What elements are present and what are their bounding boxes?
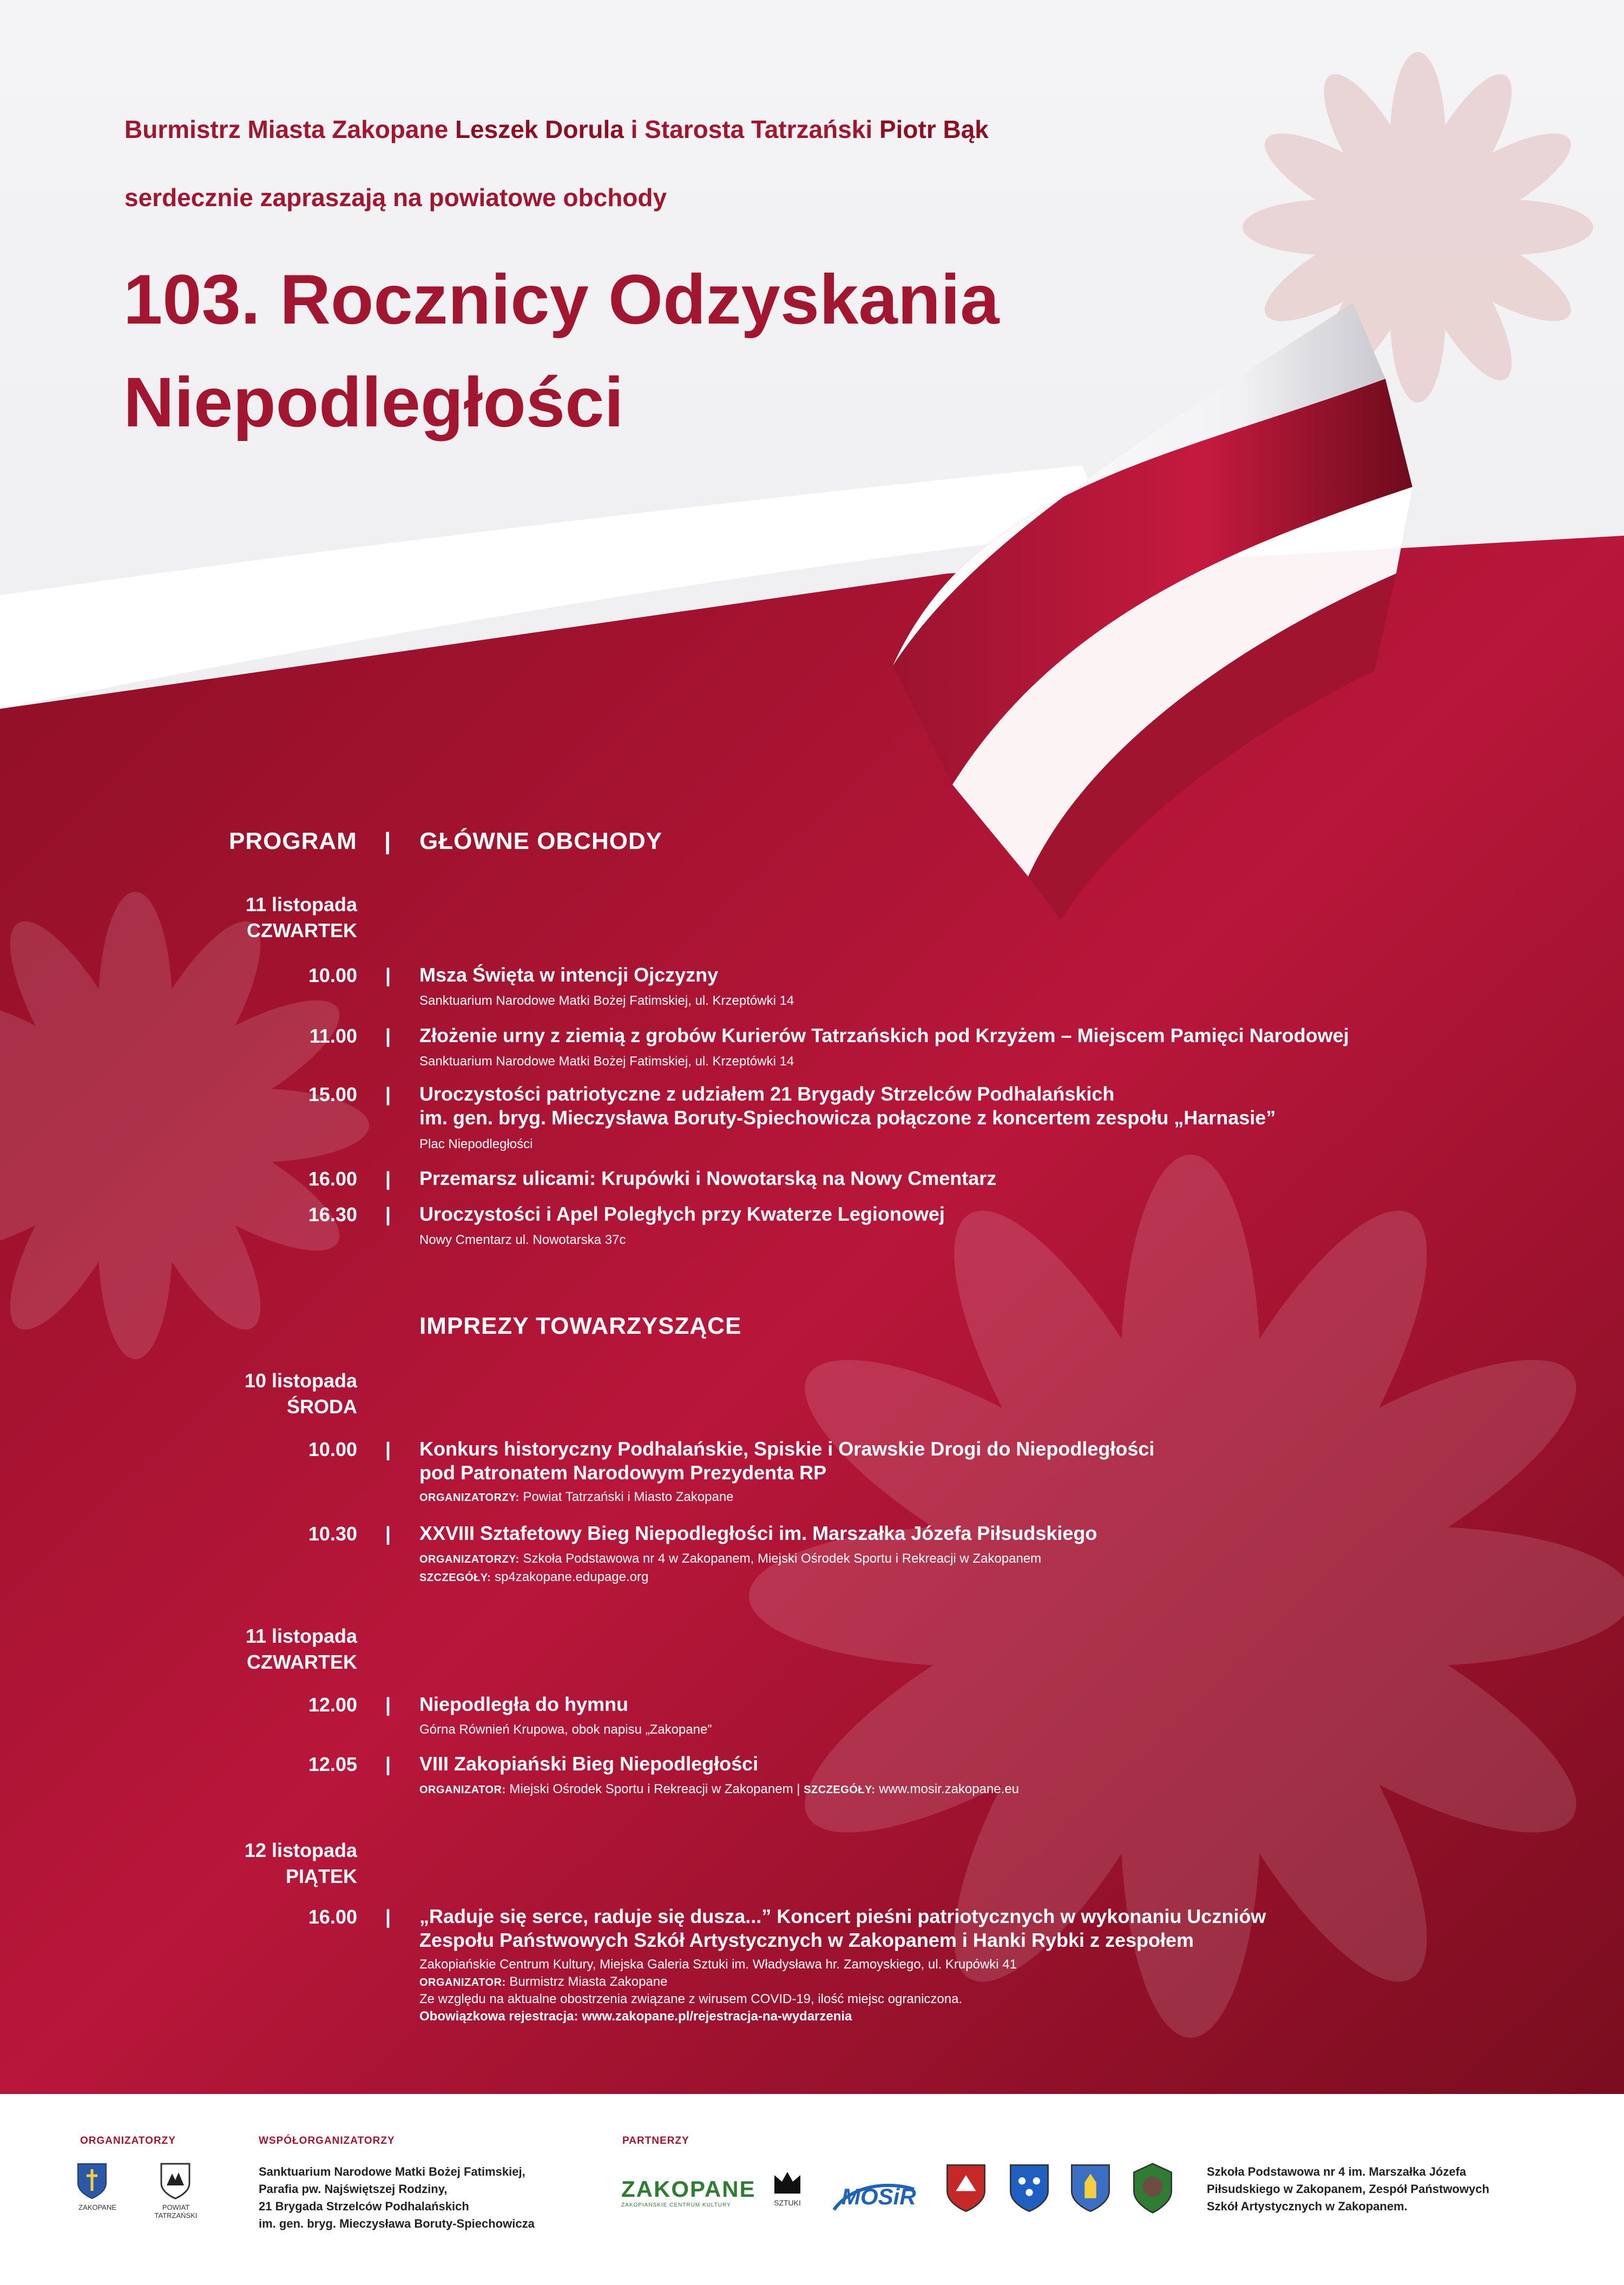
event-location: Sanktuarium Narodowe Matki Bożej Fatimskiej, ul. Krzeptówki 14	[419, 993, 794, 1008]
event-location: Plac Niepodległości	[419, 1137, 533, 1151]
coorganizer-line: 21 Brygada Strzelców Podhalańskich	[259, 2200, 469, 2213]
event-time: 15.00	[308, 1083, 357, 1105]
event-location: Nowy Cmentarz ul. Nowotarska 37c	[419, 1233, 626, 1247]
partner-line: Piłsudskiego w Zakopanem, Zespół Państwowych	[1207, 2182, 1490, 2196]
organizer-label: ORGANIZATOR:	[419, 1784, 506, 1796]
organizer-value: Miejski Ośrodek Sportu i Rekreacji w Zakopanem |	[505, 1782, 804, 1796]
zakopane-crest-icon	[76, 2162, 108, 2201]
powiat-crest-icon	[159, 2162, 192, 2201]
main-celebrations-heading: GŁÓWNE OBCHODY	[419, 828, 663, 854]
event-organizers	[419, 1973, 1502, 1992]
event-title: „Raduje się serce, raduje się dusza...” Koncert pieśni patriotycznych w wykonaniu Uczniów	[419, 1905, 1266, 1927]
coorganizer-line: Sanktuarium Narodowe Matki Bożej Fatimskiej,	[259, 2165, 525, 2178]
organizers-label: ORGANIZATORZY:	[419, 1553, 520, 1565]
mosir-logo-text: MOSiR	[841, 2184, 916, 2209]
day-weekday: CZWARTEK	[247, 919, 357, 941]
event-separator: |	[385, 964, 391, 986]
day-weekday: PIĄTEK	[285, 1865, 357, 1887]
event-title: Uroczystości i Apel Poległych przy Kwaterze Legionowej	[419, 1203, 945, 1225]
invitation-line-1	[124, 115, 989, 144]
event-separator: |	[385, 1906, 391, 1928]
zck-logo	[621, 2176, 756, 2208]
event-details	[419, 1568, 1502, 1587]
event-title: Msza Święta w intencji Ojczyzny	[419, 964, 719, 986]
event-time: 10.00	[308, 1438, 357, 1460]
partner-crest-1	[944, 2162, 988, 2217]
day-date: 10 listopada	[244, 1369, 357, 1392]
invitation-line-2: serdecznie zapraszają na powiatowe obchody	[124, 183, 667, 212]
event-organizers	[419, 1550, 1502, 1569]
event-time: 16.00	[308, 1168, 357, 1190]
coorganizers-list	[259, 2163, 535, 2233]
church-crest-icon	[1069, 2162, 1112, 2214]
event-title: XXVIII Sztafetowy Bieg Niepodległości im. Marszałka Józefa Piłsudskiego	[419, 1522, 1097, 1544]
event-note: Ze względu na aktualne obostrzenia związane z wirusem COVID-19, ilość miejsc ograniczona.	[419, 1992, 963, 2006]
event-title: Złożenie urny z ziemią z grobów Kurierów Tatrzańskich pod Krzyżem – Miejscem Pamięci Narodowej	[419, 1024, 1349, 1046]
zck-logo-subtitle: ZAKOPIAŃSKIE CENTRUM KULTURY	[621, 2202, 731, 2208]
event-separator: |	[385, 1168, 391, 1190]
partner-line: Szkoła Podstawowa nr 4 im. Marszałka Józefa	[1207, 2165, 1467, 2178]
event-title: Przemarsz ulicami: Krupówki i Nowotarską na Nowy Cmentarz	[419, 1167, 997, 1189]
partner-crest-2	[1008, 2162, 1051, 2217]
details-label: SZCZEGÓŁY:	[804, 1784, 876, 1796]
powiat-crest	[146, 2162, 206, 2220]
event-time: 11.00	[309, 1025, 357, 1047]
event-title: Uroczystości patriotyczne z udziałem 21 Brygady Strzelców Podhalańskich	[419, 1083, 1115, 1105]
event-time: 12.05	[308, 1753, 357, 1775]
event-separator: |	[385, 1694, 391, 1716]
event-title: Konkurs historyczny Podhalańskie, Spiskie i Orawskie Drogi do Niepodległości	[419, 1438, 1155, 1460]
title-line-1: 103. Rocznicy Odzyskania	[123, 260, 1000, 339]
day-label	[124, 1838, 357, 1889]
mayor-name: Leszek Dorula	[455, 115, 624, 143]
organizer-label: ORGANIZATOR:	[419, 1977, 506, 1988]
zakopane-crest	[76, 2162, 119, 2211]
mosir-logo	[831, 2178, 917, 2219]
event-location: Górna Równień Krupowa, obok napisu „Zakopane”	[419, 1722, 712, 1737]
side-events-heading: IMPREZY TOWARZYSZĄCE	[419, 1313, 742, 1339]
event-separator: |	[385, 1025, 391, 1047]
organizers-value: Szkoła Podstawowa nr 4 w Zakopanem, Miejski Ośrodek Sportu i Rekreacji w Zakopanem	[519, 1551, 1042, 1566]
organizers-value: Powiat Tatrzański i Miasto Zakopane	[519, 1490, 734, 1504]
event-time: 16.00	[308, 1906, 357, 1928]
registration-link[interactable]: Obowiązkowa rejestracja: www.zakopane.pl/rejestracja-na-wydarzenia	[419, 2009, 852, 2024]
day-label	[124, 1623, 357, 1675]
galeria-logo	[768, 2170, 806, 2207]
details-value: sp4zakopane.edupage.org	[491, 1570, 649, 1584]
partner-crest-4	[1131, 2162, 1174, 2217]
organizer-value: Burmistrz Miasta Zakopane	[505, 1974, 668, 1989]
blue-crest-icon	[1008, 2162, 1051, 2214]
event-title-continued: im. gen. bryg. Mieczysława Boruty-Spiechowicza połączone z koncertem zespołu „Harnasie”	[419, 1107, 1276, 1129]
day-date: 11 listopada	[245, 1625, 357, 1647]
header-text-prefix: Burmistrz Miasta Zakopane	[124, 115, 455, 143]
organizers-label: ORGANIZATORZY:	[419, 1492, 520, 1504]
title-line-2: Niepodległości	[123, 363, 624, 442]
organizers-label: ORGANIZATORZY	[80, 2135, 176, 2146]
day-date: 11 listopada	[245, 893, 357, 916]
event-time: 10.00	[308, 964, 357, 986]
galeria-logo-icon	[772, 2170, 803, 2196]
green-crest-icon	[1131, 2162, 1174, 2214]
day-label	[124, 892, 357, 944]
day-weekday: CZWARTEK	[247, 1651, 357, 1673]
zck-logo-text: ZAKOPANE	[621, 2176, 756, 2202]
program-heading: PROGRAM	[229, 828, 357, 854]
header-text-mid: i Starosta Tatrzański	[623, 115, 879, 143]
event-separator: |	[385, 1083, 391, 1105]
day-label	[124, 1368, 357, 1420]
event-separator: |	[385, 1523, 391, 1545]
event-location: Zakopiańskie Centrum Kultury, Miejska Galeria Sztuki im. Władysława hr. Zamoyskiego, ul. Krupówki 41	[419, 1957, 1017, 1972]
partner-crest-3	[1069, 2162, 1112, 2217]
event-separator: |	[385, 1203, 391, 1226]
event-organizers	[419, 1488, 1502, 1507]
event-location: Sanktuarium Narodowe Matki Bożej Fatimskiej, ul. Krzeptówki 14	[419, 1054, 794, 1069]
partners-text	[1207, 2163, 1489, 2215]
starost-name: Piotr Bąk	[879, 115, 989, 143]
day-date: 12 listopada	[244, 1839, 357, 1861]
event-title: VIII Zakopiański Bieg Niepodległości	[419, 1753, 759, 1775]
event-title-continued: pod Patronatem Narodowym Prezydenta RP	[419, 1461, 827, 1484]
event-time: 10.30	[308, 1523, 357, 1545]
event-title-continued: Zespołu Państwowych Szkół Artystycznych w Zakopanem i Hanki Rybki z zespołem	[419, 1929, 1194, 1951]
details-value: www.mosir.zakopane.eu	[875, 1782, 1020, 1796]
coorganizers-label: WSPÓŁORGANIZATORZY	[259, 2135, 395, 2146]
zakopane-crest-caption: ZAKOPANE	[78, 2203, 116, 2211]
event-time: 16.30	[308, 1203, 357, 1226]
powiat-crest-caption: POWIAT TATRZAŃSKI	[154, 2203, 198, 2220]
details-label: SZCZEGÓŁY:	[419, 1572, 491, 1584]
coorganizer-line: Parafia pw. Najświętszej Rodziny,	[259, 2182, 448, 2196]
event-separator: |	[385, 1438, 391, 1460]
partners-label: PARTNERZY	[622, 2135, 689, 2146]
coorganizer-line: im. gen. bryg. Mieczysława Boruty-Spiechowicza	[259, 2217, 535, 2230]
event-organizers	[419, 1780, 1502, 1799]
event-title: Niepodległa do hymnu	[419, 1693, 629, 1715]
partner-line: Szkół Artystycznych w Zakopanem.	[1207, 2200, 1408, 2213]
galeria-logo-caption: SZTUKI	[774, 2198, 801, 2207]
day-weekday: ŚRODA	[286, 1395, 357, 1418]
event-separator: |	[385, 1753, 391, 1775]
red-crest-icon	[944, 2162, 988, 2214]
program-separator: |	[384, 828, 392, 854]
event-time: 12.00	[308, 1694, 357, 1716]
